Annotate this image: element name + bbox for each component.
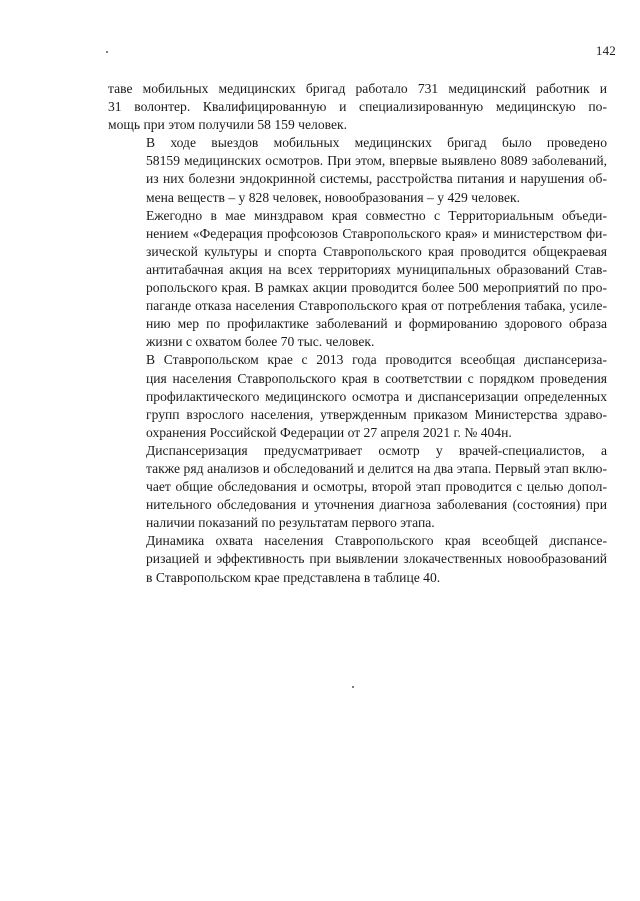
- text-line: жизни с охватом более 70 тыс. человек.: [146, 334, 375, 350]
- page-number: 142: [595, 43, 616, 58]
- text-line: ризацией и эффективность при выявлении злокачественных новообразований: [146, 551, 607, 567]
- paragraph: [108, 442, 607, 532]
- text-line: Диспансеризация предусматривает осмотр у врачей-специалистов, а: [146, 442, 607, 458]
- text-line: охранения Российской Федерации от 27 апреля 2021 г. № 404н.: [146, 424, 512, 440]
- body-text: [108, 80, 607, 587]
- text-line: нением «Федерация профсоюзов Ставропольского края» и министерством фи-: [146, 225, 607, 241]
- text-line: зической культуры и спорта Ставропольского края проводится общекраевая: [146, 243, 607, 259]
- text-line: Ежегодно в мае минздравом края совместно с Территориальным объеди-: [146, 207, 607, 223]
- text-line: чает общие обследования и осмотры, второй этап проводится с целью допол-: [146, 479, 607, 495]
- text-line: нию мер по профилактике заболеваний и формированию здорового образа: [146, 316, 607, 332]
- text-line: групп взрослого населения, утвержденным приказом Министерства здраво-: [146, 406, 607, 422]
- text-line: В Ставропольском крае с 2013 года проводится всеобщая диспансериза-: [146, 352, 607, 368]
- text-line: в Ставропольском крае представлена в таблице 40.: [146, 569, 441, 585]
- text-line: нительного обследования и уточнения диагноза заболевания (состояния) при: [146, 497, 607, 513]
- text-line: мощь при этом получили 58 159 человек.: [108, 117, 347, 133]
- text-line: 58159 медицинских осмотров. При этом, впервые выявлено 8089 заболеваний,: [146, 153, 607, 169]
- scan-speck: [352, 686, 354, 688]
- scan-speck: [106, 51, 108, 53]
- text-line: также ряд анализов и обследований и делится на два этапа. Первый этап вклю-: [146, 460, 607, 476]
- text-line: наличии показаний по результатам первого этапа.: [146, 515, 435, 531]
- text-line: профилактического медицинского осмотра и диспансеризации определенных: [146, 388, 607, 404]
- text-line: В ходе выездов мобильных медицинских бригад было проведено: [146, 135, 607, 151]
- paragraph: [108, 80, 607, 134]
- text-line: мена веществ – у 828 человек, новообразования – у 429 человек.: [146, 189, 521, 205]
- text-line: таве мобильных медицинских бригад работало 731 медицинский работник и: [108, 81, 607, 96]
- text-line: антитабачная акция на всех территориях муниципальных образований Став-: [146, 261, 607, 277]
- paragraph: [108, 351, 607, 441]
- paragraph: [108, 532, 607, 586]
- text-line: Динамика охвата населения Ставропольского края всеобщей диспансе-: [146, 533, 607, 549]
- text-line: паганде отказа населения Ставропольского края от потребления табака, усиле-: [146, 298, 607, 314]
- text-line: 31 волонтер. Квалифицированную и специализированную медицинскую по-: [108, 99, 607, 115]
- text-line: из них болезни эндокринной системы, расстройства питания и нарушения об-: [146, 171, 607, 187]
- paragraph: [108, 134, 607, 206]
- text-line: ция населения Ставропольского края в соответствии с порядком проведения: [146, 370, 607, 386]
- paragraph: [108, 207, 607, 352]
- text-line: ропольского края. В рамках акции проводится более 500 мероприятий по про-: [146, 280, 607, 296]
